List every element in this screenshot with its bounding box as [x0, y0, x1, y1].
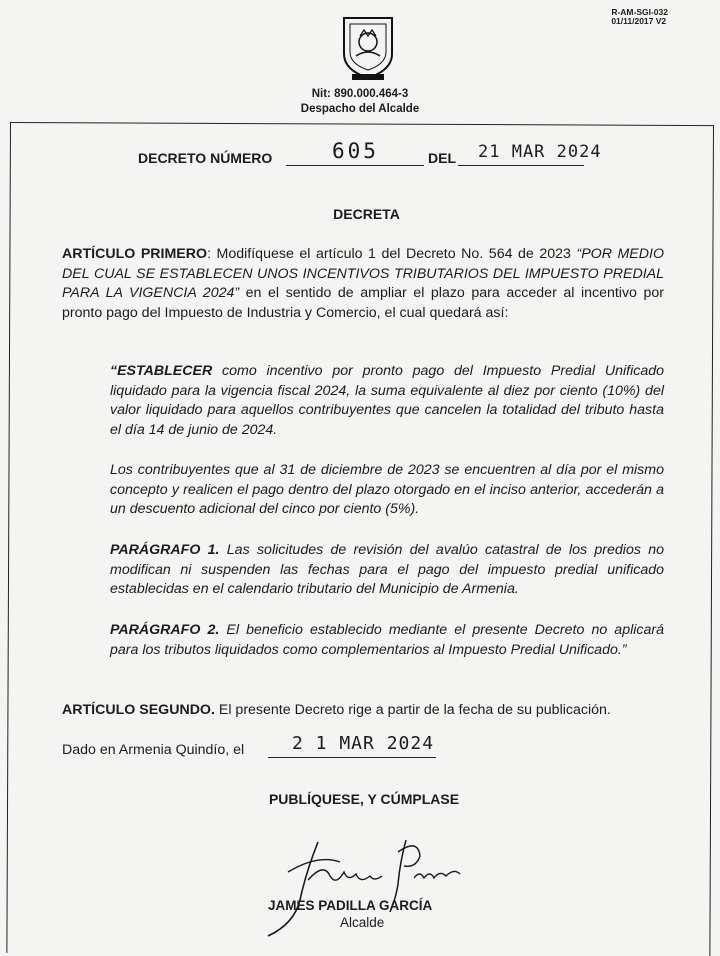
quote-incentive: [110, 362, 664, 440]
signer-role: Alcalde: [340, 915, 385, 930]
decree-date: 21 MAR 2024: [478, 142, 602, 162]
paragraph-one-label: PARÁGRAFO 1.: [110, 542, 220, 558]
decree-heading: DECRETA: [333, 206, 400, 222]
quote-additional-discount: Los contribuyentes que al 31 de diciembre de 2023 se encuentren al día por el mismo concepto y realicen el pago dentro del plazo otorgado en el inciso anterior, accederán a un descuento adicional del cinco por ciento (5%).: [110, 462, 664, 517]
paragraph-two-text: El beneficio establecido mediante el presente Decreto no aplicará para los tributos liquidados como complementarios al Impuesto Predial Unificado.”: [110, 622, 664, 658]
form-code: [611, 8, 668, 26]
quote-incentive-lead: “ESTABLECER: [110, 363, 213, 379]
paragraph-one: [110, 541, 664, 600]
signer-name: JAMES PADILLA GARCÍA: [268, 898, 433, 913]
given-in-label: Dado en Armenia Quindío, el: [62, 742, 245, 758]
article-one-label: ARTÍCULO PRIMERO: [62, 246, 208, 262]
form-code-id: R-AM-SGI-032: [611, 7, 668, 17]
article-one-text-a: : Modifíquese el artículo 1 del Decreto No. 564 de 2023: [207, 246, 571, 262]
nit-number: Nit: 890.000.464-3: [311, 88, 409, 100]
closing-formula: PUBLÍQUESE, Y CÚMPLASE: [268, 791, 460, 807]
article-one-text-b: en el sentido de ampliar el plazo para acceder al incentivo por pronto pago del Impuesto de Industria y Comercio, el cual quedará así:: [62, 285, 664, 321]
quote-incentive-text: como incentivo por pronto pago del Impuesto Predial Unificado liquidado para la vigencia fiscal 2024, la suma equivalente al diez por ciento (10%) del valor liquidado para aquellos contribuyentes que cancelen la totalidad del tributo hasta el día 14 de junio de 2024.: [110, 363, 664, 438]
decree-date-label: DEL: [428, 150, 456, 166]
decree-number: 605: [332, 139, 379, 163]
paragraph-two: [110, 621, 664, 660]
article-two: [62, 701, 682, 721]
paragraph-one-text: Las solicitudes de revisión del avalúo catastral de los predios no modifican ni suspenden las fechas para el pago del impuesto predial unificado establecidas en el calendario tributario del Municipio de Armenia.: [110, 542, 664, 597]
article-one: [62, 245, 664, 323]
office-name: Despacho del Alcalde: [300, 103, 420, 115]
form-code-date: 01/11/2017 V2: [611, 16, 667, 26]
given-date: 2 1 MAR 2024: [292, 733, 435, 754]
paragraph-two-label: PARÁGRAFO 2.: [110, 622, 220, 638]
armenia-coat-of-arms-icon: [340, 14, 396, 84]
article-two-text: El presente Decreto rige a partir de la fecha de su publicación.: [218, 702, 611, 718]
article-two-label: ARTÍCULO SEGUNDO.: [62, 702, 215, 718]
article-one-title: “POR MEDIO DEL CUAL SE ESTABLECEN UNOS INCENTIVOS TRIBUTARIOS DEL IMPUESTO PREDIAL PARA LA VIGENCIA 2024”: [62, 246, 664, 301]
decree-number-label: DECRETO NÚMERO: [138, 150, 273, 166]
